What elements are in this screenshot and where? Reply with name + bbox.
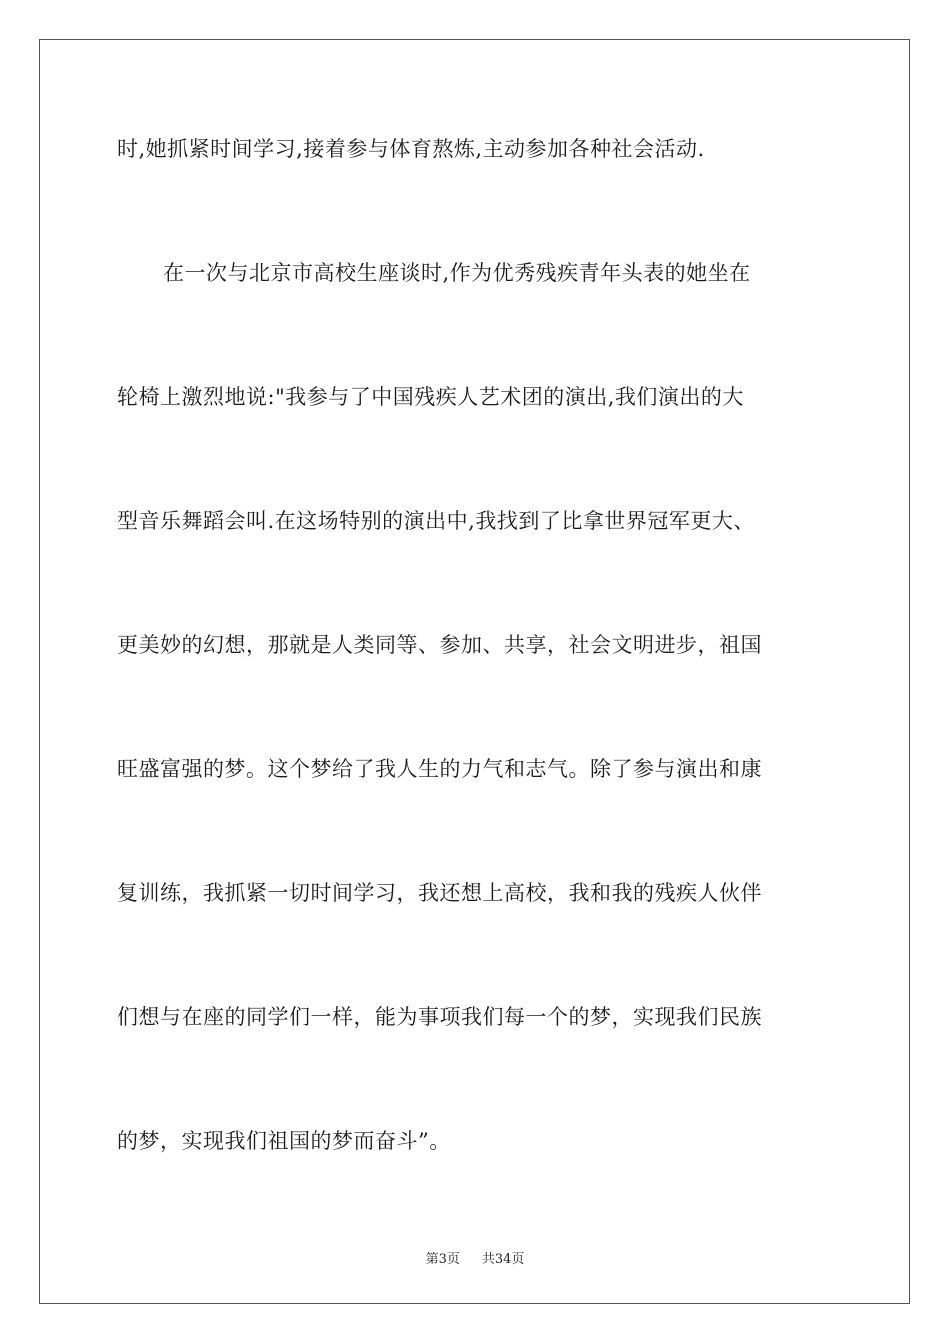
text-line-5: 更美妙的幻想，那就是人类同等、参加、共享，社会文明进步，祖国 [117,633,762,657]
text-line-7: 复训练，我抓紧一切时间学习，我还想上高校，我和我的残疾人伙伴 [117,881,762,905]
page-footer [0,1248,950,1267]
page-number: 第3页 [425,1252,460,1267]
text-line-2: 在一次与北京市高校生座谈时,作为优秀残疾青年头表的她坐在 [163,261,751,285]
text-line-6: 旺盛富强的梦。这个梦给了我人生的力气和志气。除了参与演出和康 [117,757,762,781]
text-line-4: 型音乐舞蹈会叫.在这场特别的演出中,我找到了比拿世界冠军更大、 [117,509,755,533]
text-line-3: 轮椅上激烈地说:"我参与了中国残疾人艺术团的演出,我们演出的大 [117,385,744,409]
text-line-9: 的梦，实现我们祖国的梦而奋斗”。 [117,1129,451,1153]
text-line-8: 们想与在座的同学们一样，能为事项我们每一个的梦，实现我们民族 [117,1005,762,1029]
text-line-1: 时,她抓紧时间学习,接着参与体育熬炼,主动参加各种社会活动. [117,137,705,161]
page-total: 共34页 [481,1252,525,1267]
page-border [39,39,910,1304]
